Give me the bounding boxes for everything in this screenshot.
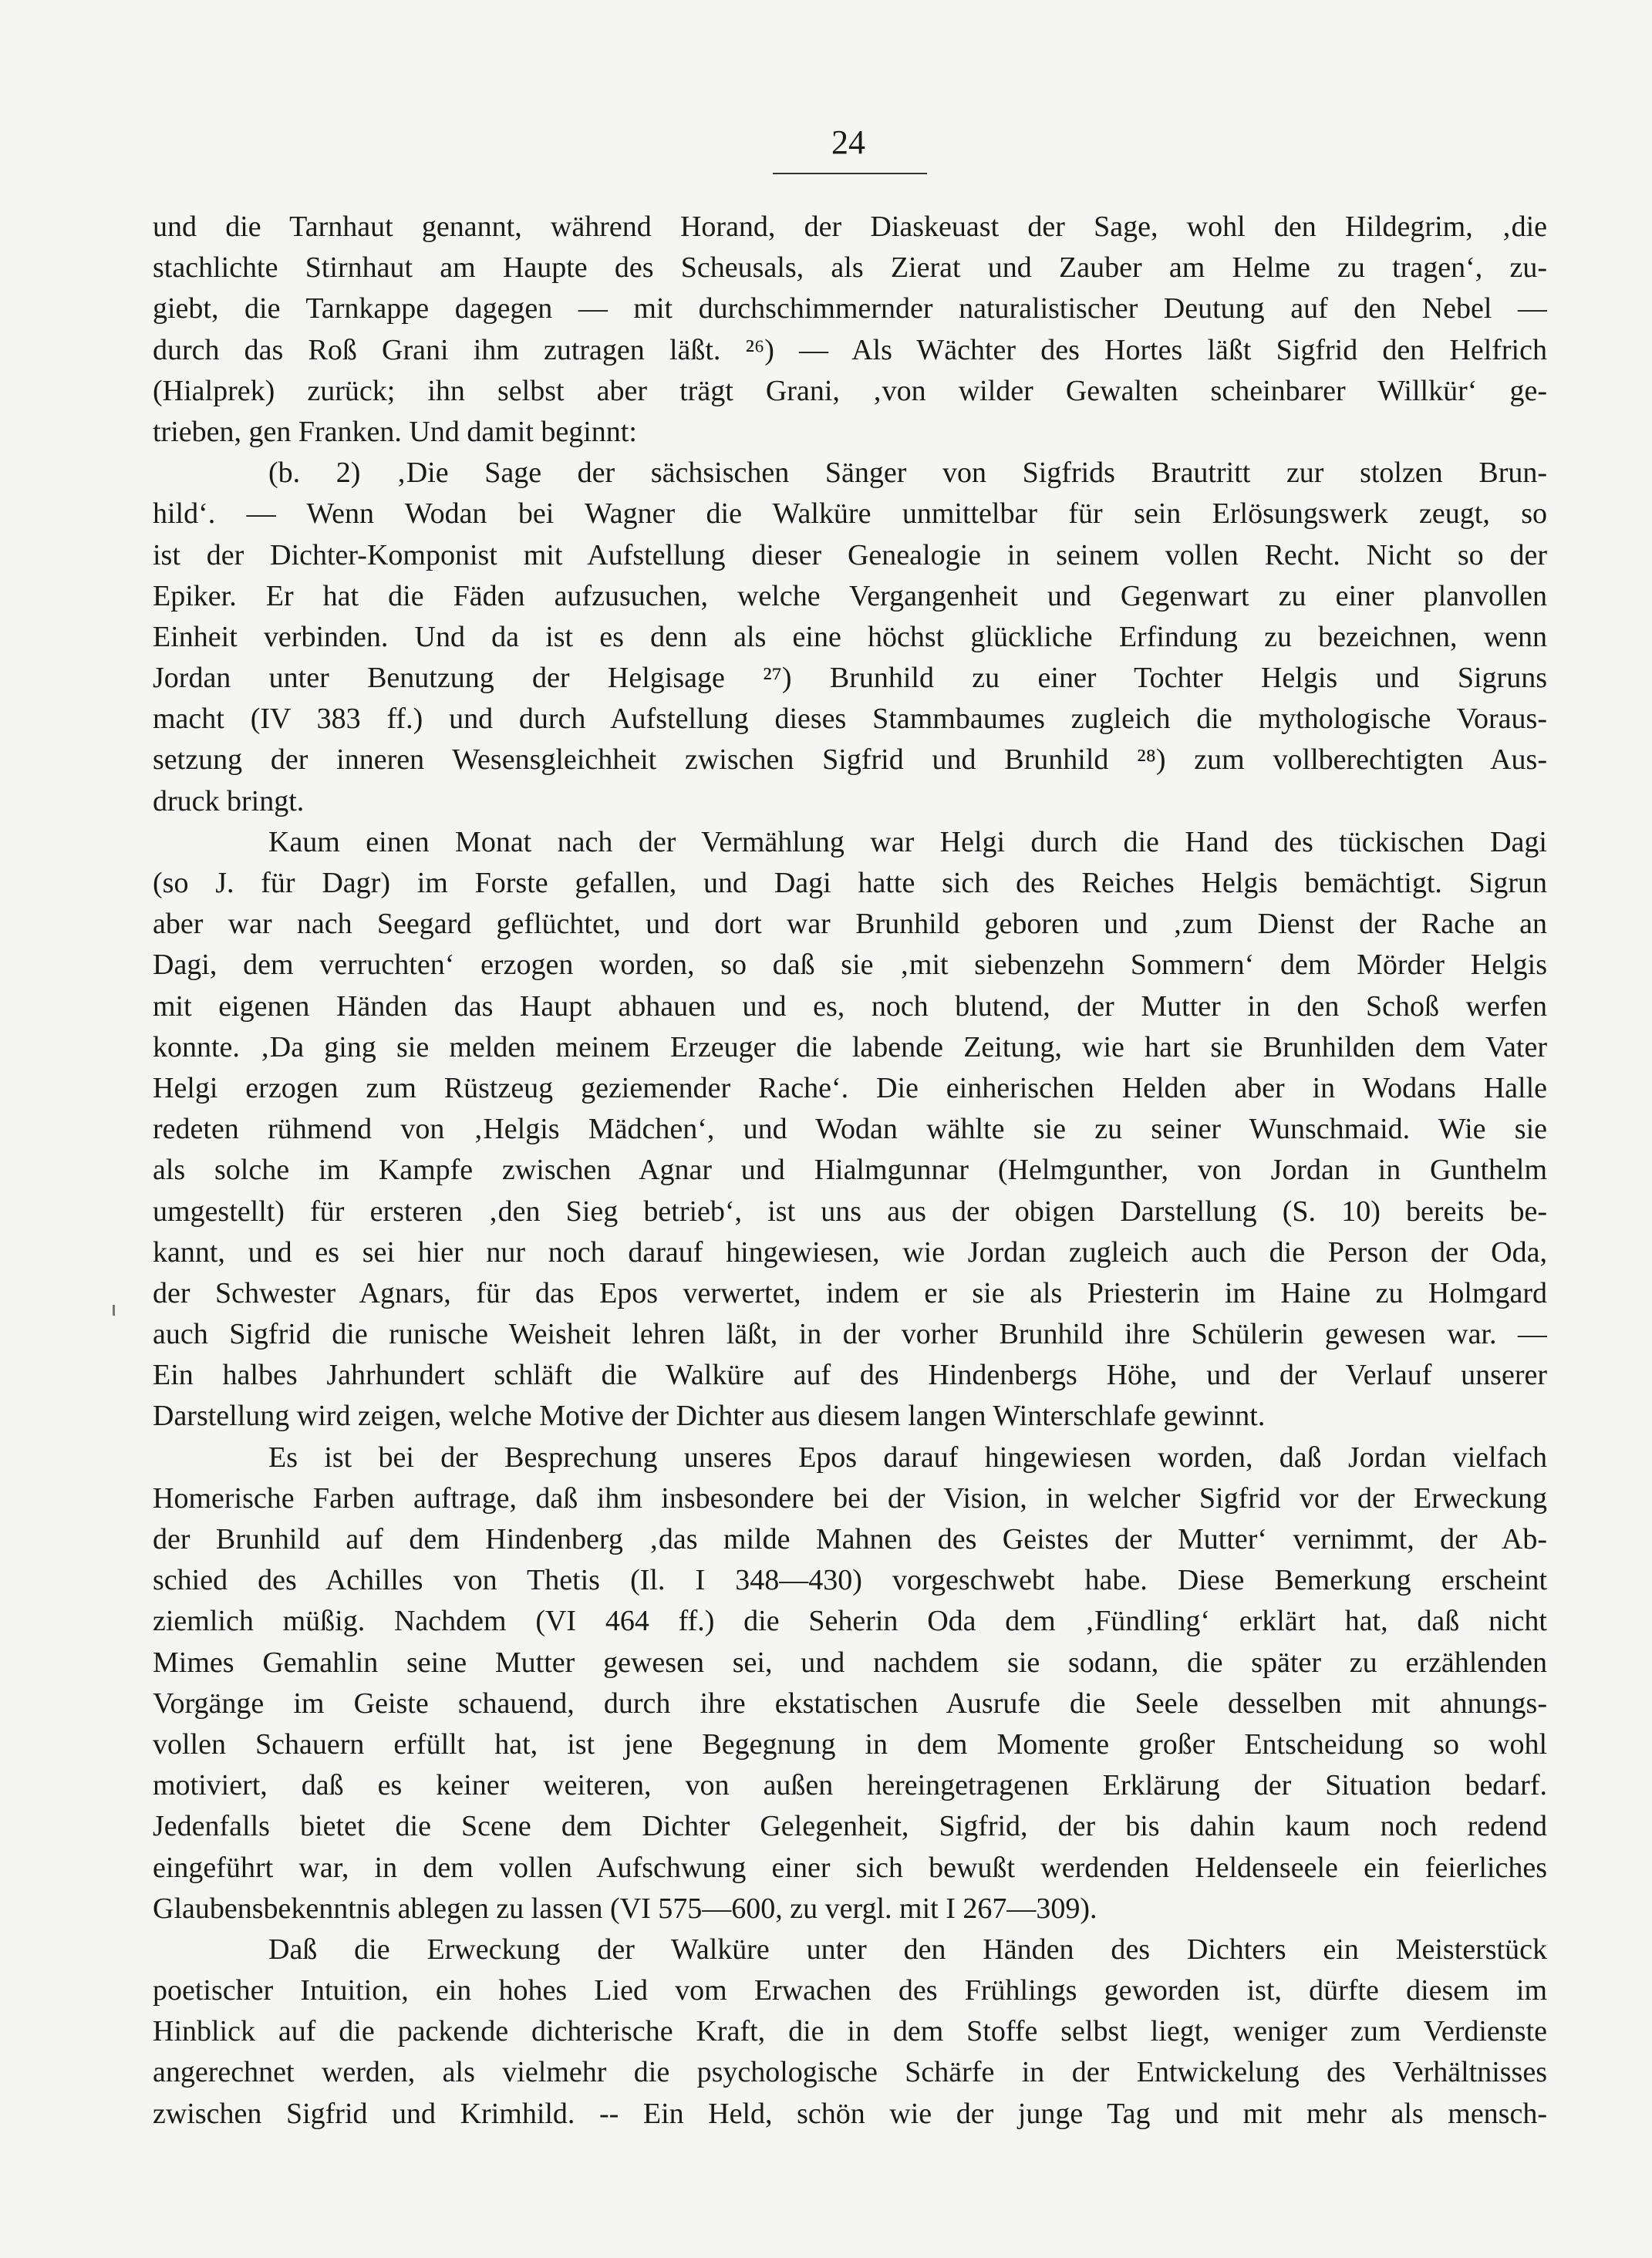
text-line: giebt, die Tarnkappe dagegen — mit durchschimmernder naturalistischer Deutung auf den Nebel — (153, 292, 1547, 325)
text-line: macht (IV 383 ff.) und durch Aufstellung dieses Stammbaumes zugleich die mythologische Voraus- (153, 703, 1547, 736)
page-number-rule (773, 173, 927, 174)
text-line: Glaubensbekenntnis ablegen zu lassen (VI 575—600, zu vergl. mit I 267—309). (153, 1892, 1097, 1925)
text-line: eingeführt war, in dem vollen Aufschwung einer sich bewußt werdenden Heldenseele ein feierliches (153, 1851, 1547, 1884)
text-line: setzung der inneren Wesensgleichheit zwischen Sigfrid und Brunhild ²⁸) zum vollberechtigten Aus- (153, 743, 1547, 777)
text-line: trieben, gen Franken. Und damit beginnt: (153, 415, 637, 448)
text-line: Ein halbes Jahrhundert schläft die Walküre auf des Hindenbergs Höhe, und der Verlauf unserer (153, 1359, 1547, 1392)
body-text (153, 207, 1547, 2135)
text-line: umgestellt) für ersteren ‚den Sieg betrieb‘, ist uns aus der obigen Darstellung (S. 10) bereits be- (153, 1195, 1547, 1228)
text-line: durch das Roß Grani ihm zutragen läßt. ²⁶) — Als Wächter des Hortes läßt Sigfrid den Helfrich (153, 333, 1547, 366)
text-line: (Hialprek) zurück; ihn selbst aber trägt Grani, ‚von wilder Gewalten scheinbarer Willkür‘ ge- (153, 374, 1547, 407)
text-line: (so J. für Dagr) im Forste gefallen, und Dagi hatte sich des Reiches Helgis bemächtigt. Sigrun (153, 867, 1547, 899)
text-line: Helgi erzogen zum Rüstzeug geziemender Rache‘. Die einherischen Helden aber in Wodans Halle (153, 1071, 1547, 1104)
text-line: vollen Schauern erfüllt hat, ist jene Begegnung in dem Momente großer Entscheidung so wohl (153, 1727, 1547, 1761)
text-line: Kaum einen Monat nach der Vermählung war Helgi durch die Hand des tückischen Dagi (268, 825, 1547, 858)
text-line: Mimes Gemahlin seine Mutter gewesen sei, und nachdem sie sodann, die später zu erzählenden (153, 1646, 1547, 1679)
text-line: ziemlich müßig. Nachdem (VI 464 ff.) die Seherin Oda dem ‚Fündling‘ erklärt hat, daß nicht (153, 1605, 1547, 1638)
text-line: druck bringt. (153, 784, 305, 817)
text-line: konnte. ‚Da ging sie melden meinem Erzeuger die labende Zeitung, wie hart sie Brunhilden dem Vater (153, 1030, 1547, 1063)
text-line: Es ist bei der Besprechung unseres Epos darauf hingewiesen worden, daß Jordan vielfach (268, 1441, 1547, 1474)
text-line: Jedenfalls bietet die Scene dem Dichter Gelegenheit, Sigfrid, der bis dahin kaum noch redend (153, 1810, 1547, 1843)
text-line: als solche im Kampfe zwischen Agnar und Hialmgunnar (Helmgunther, von Jordan in Gunthelm (153, 1154, 1547, 1187)
text-line: motiviert, daß es keiner weiteren, von außen hereingetragenen Erklärung der Situation bedarf. (153, 1769, 1547, 1802)
text-line: Einheit verbinden. Und da ist es denn als eine höchst glückliche Erfindung zu bezeichnen, wenn (153, 620, 1547, 653)
text-line: Homerische Farben auftrage, daß ihm insbesondere bei der Vision, in welcher Sigfrid vor der Erweckung (153, 1481, 1547, 1515)
text-line: angerechnet werden, als vielmehr die psychologische Schärfe in der Entwickelung des Verhältnisses (153, 2056, 1547, 2089)
text-line: Hinblick auf die packende dichterische Kraft, die in dem Stoffe selbst liegt, weniger zum Verdienste (153, 2015, 1547, 2048)
text-line: Daß die Erweckung der Walküre unter den Händen des Dichters ein Meisterstück (268, 1933, 1547, 1966)
text-line: aber war nach Seegard geflüchtet, und dort war Brunhild geboren und ‚zum Dienst der Rache an (153, 908, 1547, 941)
text-line: Epiker. Er hat die Fäden aufzusuchen, welche Vergangenheit und Gegenwart zu einer planvollen (153, 579, 1547, 612)
text-line: Dagi, dem verruchten‘ erzogen worden, so daß sie ‚mit siebenzehn Sommern‘ dem Mörder Helgis (153, 949, 1547, 982)
text-line: auch Sigfrid die runische Weisheit lehren läßt, in der vorher Brunhild ihre Schülerin gewesen war. — (153, 1318, 1547, 1351)
text-line: und die Tarnhaut genannt, während Horand, der Diaskeuast der Sage, wohl den Hildegrim, ‚die (153, 211, 1547, 243)
text-line: (b. 2) ‚Die Sage der sächsischen Sänger von Sigfrids Brautritt zur stolzen Brun- (268, 457, 1547, 490)
text-line: zwischen Sigfrid und Krimhild. -- Ein Held, schön wie der junge Tag und mit mehr als mensch- (153, 2097, 1547, 2130)
text-line: hild‘. — Wenn Wodan bei Wagner die Walküre unmittelbar für sein Erlösungswerk zeugt, so (153, 497, 1547, 531)
text-line: schied des Achilles von Thetis (Il. I 348—430) vorgeschwebt habe. Diese Bemerkung erscheint (153, 1564, 1547, 1597)
text-line: ist der Dichter-Komponist mit Aufstellung dieser Genealogie in seinem vollen Recht. Nicht so der (153, 538, 1547, 571)
text-line: Jordan unter Benutzung der Helgisage ²⁷) Brunhild zu einer Tochter Helgis und Sigruns (153, 662, 1547, 695)
text-line: stachlichte Stirnhaut am Haupte des Scheusals, als Zierat und Zauber am Helme zu tragen‘, zu- (153, 251, 1547, 285)
text-line: kannt, und es sei hier nur noch darauf hingewiesen, wie Jordan zugleich auch die Person der Oda, (153, 1235, 1547, 1269)
text-line: Vorgänge im Geiste schauend, durch ihre ekstatischen Ausrufe die Seele desselben mit ahnungs- (153, 1687, 1547, 1720)
margin-mark (113, 1305, 115, 1316)
page-number: 24 (831, 123, 865, 161)
text-line: redeten rühmend von ‚Helgis Mädchen‘, und Wodan wählte sie zu seiner Wunschmaid. Wie sie (153, 1113, 1547, 1146)
text-line: der Brunhild auf dem Hindenberg ‚das milde Mahnen des Geistes der Mutter‘ vernimmt, der Ab- (153, 1523, 1547, 1555)
text-line: Darstellung wird zeigen, welche Motive der Dichter aus diesem langen Winterschlafe gewinnt. (153, 1400, 1266, 1433)
text-line: poetischer Intuition, ein hohes Lied vom Erwachen des Frühlings geworden ist, dürfte diesem im (153, 1974, 1547, 2007)
text-line: mit eigenen Händen das Haupt abhauen und es, noch blutend, der Mutter in den Schoß werfen (153, 989, 1547, 1023)
text-line: der Schwester Agnars, für das Epos verwertet, indem er sie als Priesterin im Haine zu Holmgard (153, 1276, 1547, 1309)
